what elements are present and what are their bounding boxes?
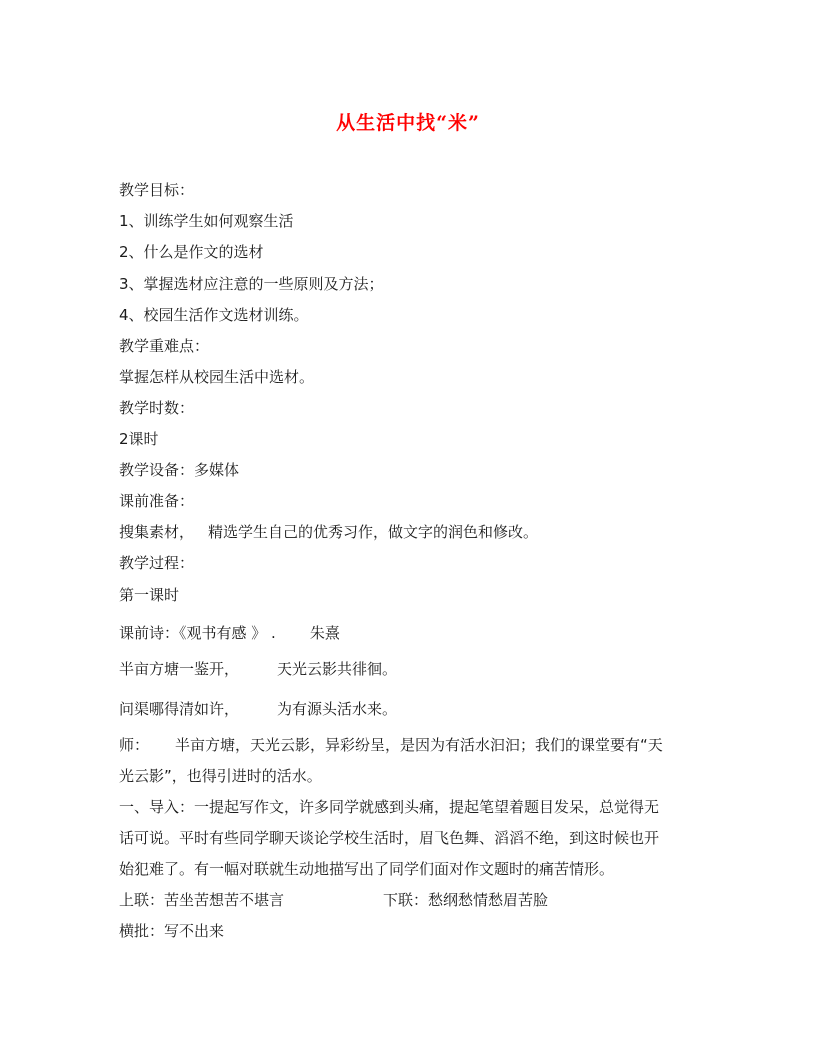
intro-line-3: 始犯难了。有一幅对联就生动地描写出了同学们面对作文题时的痛苦情形。 [119, 860, 615, 878]
couplet-upper: 上联：苦坐苦想苦不堪言 [119, 891, 285, 909]
prep-text [119, 522, 538, 542]
poem-title: 课前诗：《观书有感 》 . [119, 624, 276, 642]
key-points-heading: 教学重难点： [119, 337, 210, 355]
process-heading: 教学过程： [119, 554, 195, 572]
objectives-heading: 教学目标： [119, 181, 195, 199]
prep-text-part-b: 精选学生自己的优秀习作，做文字的润色和修改。 [208, 523, 539, 541]
prep-heading: 课前准备： [119, 492, 195, 510]
poem-line-1-b: 天光云影共徘徊。 [277, 660, 398, 678]
intro-line-2: 话可说。平时有些同学聊天谈论学校生活时，眉飞色舞、滔滔不绝，到这时候也开 [119, 829, 660, 847]
objective-1: 1、训练学生如何观察生活 [119, 212, 294, 230]
teacher-text-1: 半亩方塘，天光云影，异彩纷呈，是因为有活水汩汩；我们的课堂要有“天 [175, 736, 663, 754]
poem-line-2 [119, 699, 397, 719]
poem-line-1-a: 半亩方塘一鉴开， [119, 660, 240, 678]
hours-text: 2课时 [119, 430, 159, 448]
poem-line-1 [119, 659, 397, 679]
poem-line-2-a: 问渠哪得清如许， [119, 700, 240, 718]
objective-4: 4、校园生活作文选材训练。 [119, 306, 309, 324]
objective-3: 3、掌握选材应注意的一些原则及方法； [119, 275, 384, 293]
poem-line-2-b: 为有源头活水来。 [277, 700, 398, 718]
teacher-line-2: 光云影”，也得引进时的活水。 [119, 767, 322, 785]
prep-text-part-a: 搜集素材， [119, 523, 195, 541]
intro-line-1: 一、导入：一提起写作文，许多同学就感到头痛，提起笔望着题目发呆，总觉得无 [119, 798, 660, 816]
couplet-horizontal: 横批：写不出来 [119, 922, 225, 940]
equipment-line: 教学设备：多媒体 [119, 461, 240, 479]
teacher-label: 师： [119, 736, 150, 754]
objective-2: 2、什么是作文的选材 [119, 243, 264, 261]
poem-author: 朱熹 [309, 624, 340, 642]
teacher-line-1 [119, 735, 663, 755]
lesson-one-heading: 第一课时 [119, 586, 180, 604]
poem-intro [119, 623, 340, 643]
page-title: 从生活中找“米” [336, 112, 480, 134]
couplet-lower: 下联：愁纲愁情愁眉苦脸 [383, 891, 549, 909]
hours-heading: 教学时数： [119, 399, 195, 417]
key-points-text: 掌握怎样从校园生活中选材。 [119, 368, 315, 386]
